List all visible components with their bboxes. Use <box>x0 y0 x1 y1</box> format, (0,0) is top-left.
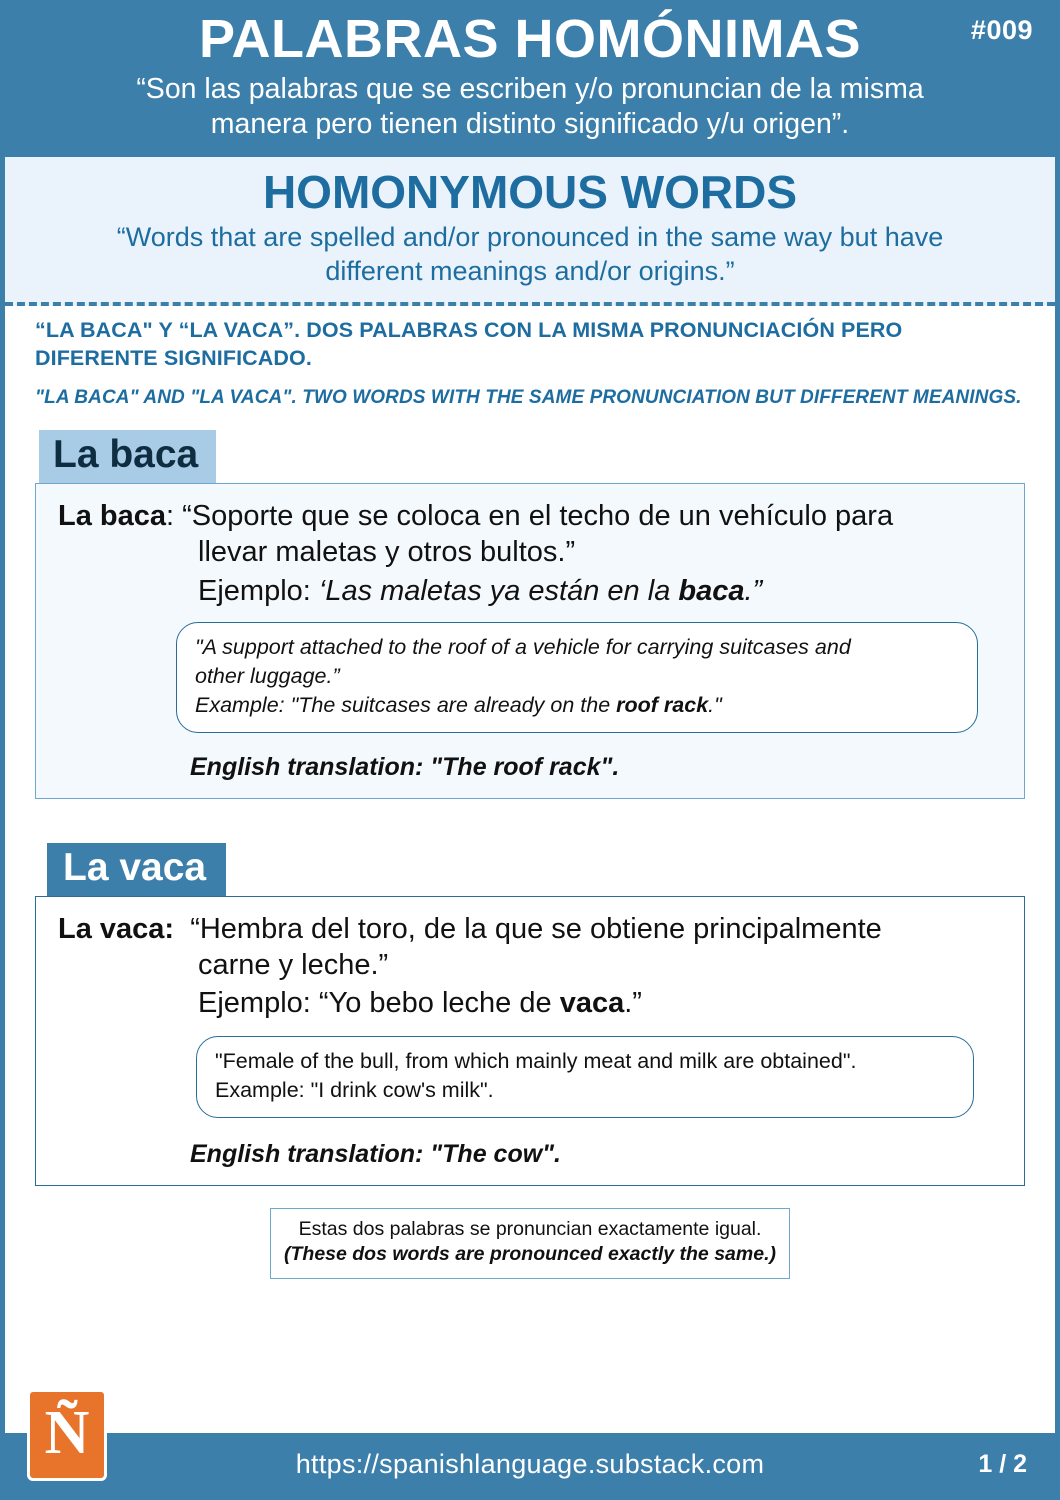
baca-translation: English translation: "The roof rack". <box>190 752 620 781</box>
logo-letter: Ñ <box>44 1399 90 1467</box>
vaca-example-post: .” <box>624 987 642 1020</box>
english-title: HOMONYMOUS WORDS <box>262 165 798 218</box>
header-banner <box>5 5 1055 157</box>
baca-example-label: Ejemplo: <box>198 574 311 607</box>
vaca-example-label: Ejemplo: <box>198 987 311 1020</box>
vaca-definition-line-2: carne y leche.” <box>198 948 389 981</box>
note-spanish: Estas dos palabras se pronuncian exactamente igual. <box>298 1218 762 1241</box>
intro-block <box>5 306 1055 414</box>
baca-example <box>58 575 1004 608</box>
baca-english-keyword: roof rack <box>616 692 709 717</box>
page-title: PALABRAS HOMÓNIMAS <box>199 9 861 69</box>
baca-term: La baca <box>58 500 166 533</box>
page-indicator: 1 / 2 <box>978 1449 1027 1478</box>
baca-english-box <box>176 622 978 733</box>
vaca-definition-line-1 <box>58 911 1004 947</box>
baca-english-line-3 <box>195 691 959 720</box>
vaca-term: La vaca: <box>58 912 175 945</box>
baca-example-keyword: baca <box>678 574 745 607</box>
note-english: (These dos words are pronounced exactly the same.) <box>284 1243 776 1266</box>
section-tab-la-vaca: La vaca <box>47 843 226 896</box>
baca-example-pre: ‘Las maletas ya están en la <box>318 574 679 607</box>
baca-english-line-2: other luggage.” <box>195 663 340 688</box>
baca-example-post: .” <box>744 574 763 607</box>
baca-definition-line-1 <box>58 498 1004 534</box>
header-subtitle-line-2: manera pero tienen distinto significado y/u origen”. <box>210 108 850 141</box>
brand-logo <box>27 1389 107 1481</box>
vaca-english-box <box>196 1036 974 1118</box>
baca-definition-text-1: : “Soporte que se coloca en el techo de un vehículo para <box>166 500 894 533</box>
pronunciation-note-box <box>270 1208 790 1279</box>
issue-number: #009 <box>970 15 1033 45</box>
intro-spanish: “LA BACA" Y “LA VACA”. DOS PALABRAS CON LA MISMA PRONUNCIACIÓN PERO DIFERENTE SIGNIFICADO. <box>35 317 903 371</box>
vaca-english-line-1: "Female of the bull, from which mainly meat and milk are obtained". <box>215 1049 857 1074</box>
intro-english: "LA BACA" AND "LA VACA". TWO WORDS WITH THE SAME PRONUNCIATION BUT DIFFERENT MEANINGS. <box>35 386 1022 408</box>
vaca-english-line-2: Example: "I drink cow's milk". <box>215 1078 494 1103</box>
english-subtitle-line-1: “Words that are spelled and/or pronounced in the same way but have <box>116 221 944 252</box>
section-la-vaca <box>35 843 1025 1187</box>
header-subtitle-line-1: “Son las palabras que se escriben y/o pronuncian de la misma <box>136 72 924 105</box>
baca-english-line-3-post: ." <box>708 692 722 717</box>
section-tab-la-baca: La baca <box>39 430 216 483</box>
vaca-example <box>58 987 1004 1020</box>
footer-bar <box>5 1433 1055 1495</box>
baca-english-line-1: "A support attached to the roof of a vehicle for carrying suitcases and <box>195 634 851 659</box>
footer-url[interactable]: https://spanishlanguage.substack.com <box>295 1448 765 1479</box>
baca-english-line-3-pre: Example: "The suitcases are already on the <box>195 692 617 717</box>
english-subtitle-line-2: different meanings and/or origins.” <box>325 255 735 286</box>
card-la-baca <box>35 483 1025 799</box>
baca-definition-line-2: llevar maletas y otros bultos.” <box>198 536 576 569</box>
card-la-vaca <box>35 896 1025 1187</box>
section-la-baca <box>35 430 1025 799</box>
vaca-example-pre: “Yo bebo leche de <box>318 987 560 1020</box>
english-header-block <box>5 157 1055 306</box>
vaca-example-keyword: vaca <box>559 987 625 1020</box>
vaca-translation: English translation: "The cow". <box>190 1140 561 1169</box>
vaca-definition-text-1: “Hembra del toro, de la que se obtiene principalmente <box>190 912 882 945</box>
